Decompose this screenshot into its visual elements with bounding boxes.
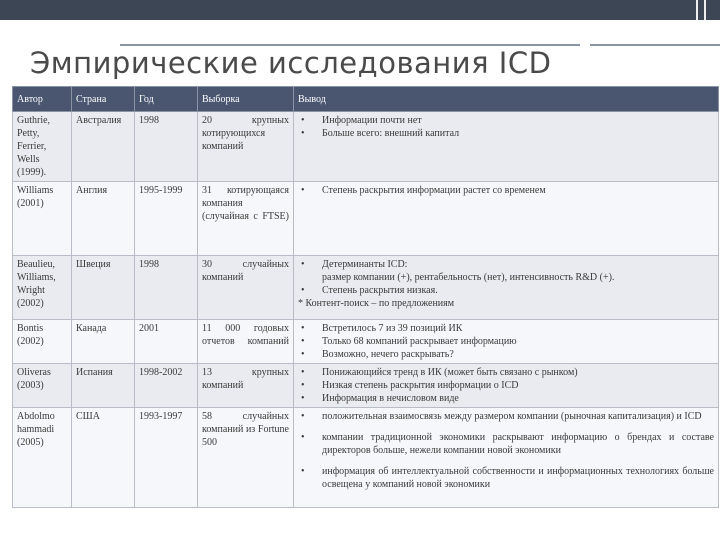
- cell-author: Williams (2001): [13, 182, 72, 256]
- cell-country: Канада: [72, 320, 135, 364]
- cell-country: Англия: [72, 182, 135, 256]
- table-row: [13, 320, 719, 364]
- cell-year: 1995-1999: [135, 182, 198, 256]
- table-row: [13, 182, 719, 256]
- title-rule-right: [590, 44, 720, 46]
- finding-item: • положительная взаимосвязь между размером компании (рыночная капитализация) и ICD: [298, 410, 714, 423]
- cell-findings: [294, 182, 719, 256]
- finding-item: • Информации почти нет: [298, 114, 714, 127]
- finding-note: * Контент-поиск – по предложениям: [298, 298, 455, 309]
- cell-sample: 31 котирующаяся компания (случайная с FTSE): [198, 182, 294, 256]
- cell-findings: [294, 112, 719, 182]
- cell-author: Guthrie, Petty, Ferrier, Wells (1999).: [13, 112, 72, 182]
- finding-item: • компании традиционной экономики раскрывают информацию о брендах и составе директоров больше, нежели компании новой экономики: [298, 431, 714, 457]
- finding-item: • Низкая степень раскрытия информации о ICD: [298, 379, 714, 392]
- cell-sample: 13 крупных компаний: [198, 364, 294, 408]
- finding-item: • Степень раскрытия низкая.: [298, 284, 714, 297]
- cell-author: Oliveras (2003): [13, 364, 72, 408]
- header-country: Страна: [72, 87, 135, 112]
- table-header-row: [13, 87, 719, 112]
- finding-subtext: размер компании (+), рентабельность (нет), интенсивность R&D (+).: [322, 272, 615, 283]
- finding-item: • Больше всего: внешний капитал: [298, 127, 714, 140]
- header-year: Год: [135, 87, 198, 112]
- cell-findings: [294, 320, 719, 364]
- header-sample: Выборка: [198, 87, 294, 112]
- finding-item: • Встретилось 7 из 39 позиций ИК: [298, 322, 714, 335]
- header-author: Автор: [13, 87, 72, 112]
- finding-item: • Детерминанты ICD:: [298, 258, 714, 271]
- cell-sample: 11 000 годовых отчетов компаний: [198, 320, 294, 364]
- cell-author: Beaulieu, Williams, Wright (2002): [13, 256, 72, 320]
- finding-item: • Понижающийся тренд в ИК (может быть связано с рынком): [298, 366, 714, 379]
- cell-author: Abdolmo hammadi (2005): [13, 408, 72, 508]
- cell-findings: [294, 256, 719, 320]
- cell-country: Австралия: [72, 112, 135, 182]
- finding-item: • Степень раскрытия информации растет со временем: [298, 184, 714, 197]
- cell-year: 1998-2002: [135, 364, 198, 408]
- cell-year: 1993-1997: [135, 408, 198, 508]
- table-row: [13, 256, 719, 320]
- finding-item: • Только 68 компаний раскрывает информацию: [298, 335, 714, 348]
- cell-sample: 58 случайных компаний из Fortune 500: [198, 408, 294, 508]
- table-row: [13, 364, 719, 408]
- cell-country: США: [72, 408, 135, 508]
- cell-findings: [294, 364, 719, 408]
- header-findings: Вывод: [294, 87, 719, 112]
- cell-author: Bontis (2002): [13, 320, 72, 364]
- top-band-marks: [696, 0, 706, 20]
- cell-sample: 30 случайных компаний: [198, 256, 294, 320]
- finding-item: • Возможно, нечего раскрывать?: [298, 348, 714, 361]
- table-row: [13, 408, 719, 508]
- cell-country: Испания: [72, 364, 135, 408]
- cell-findings: [294, 408, 719, 508]
- slide-title: Эмпирические исследования ICD: [30, 46, 552, 80]
- cell-country: Швеция: [72, 256, 135, 320]
- cell-year: 1998: [135, 112, 198, 182]
- finding-item: • информация об интеллектуальной собственности и информационных технологиях больше освещена у компаний новой экономики: [298, 465, 714, 491]
- finding-item: • Информация в нечисловом виде: [298, 392, 714, 405]
- cell-year: 1998: [135, 256, 198, 320]
- research-table: [12, 86, 719, 508]
- table-row: [13, 112, 719, 182]
- cell-year: 2001: [135, 320, 198, 364]
- top-band: [0, 0, 720, 20]
- cell-sample: 20 крупных котирующихся компаний: [198, 112, 294, 182]
